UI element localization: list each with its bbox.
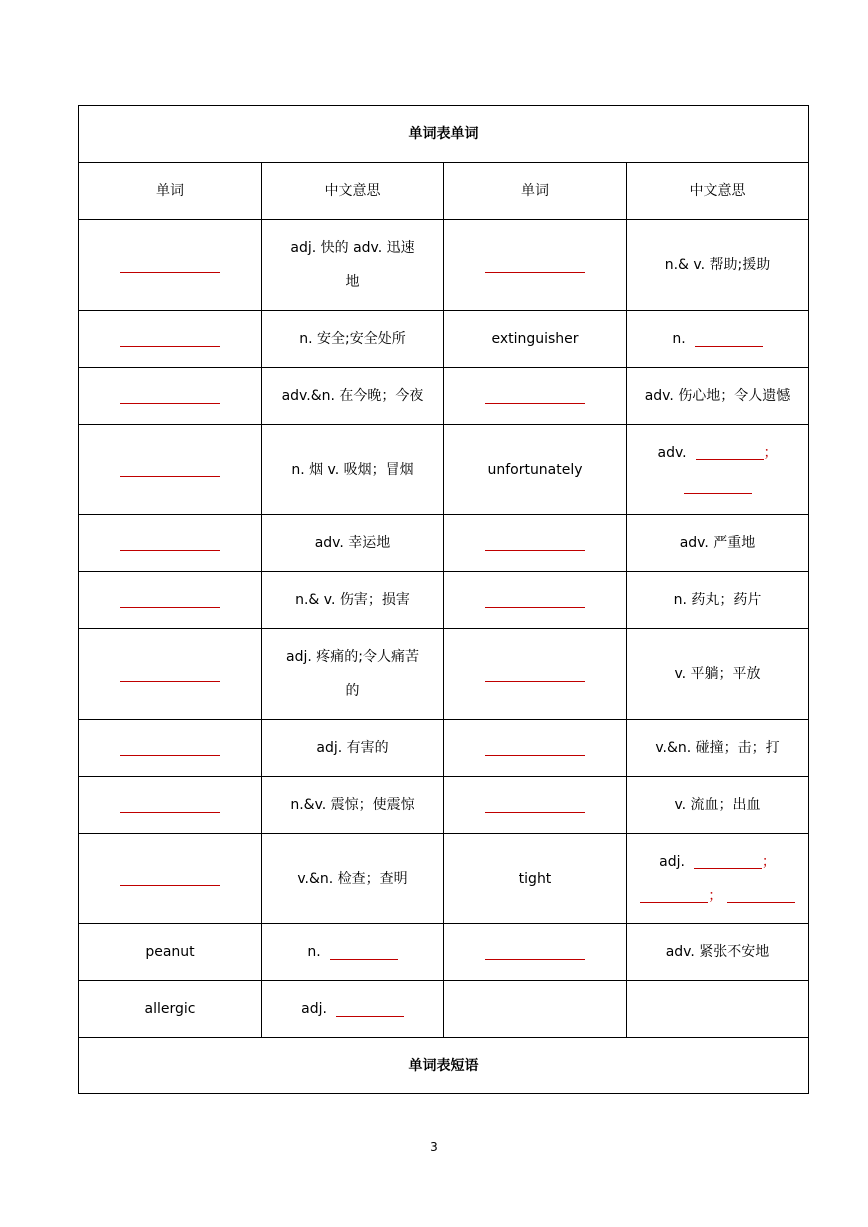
meaning-cell: adv. 幸运地 [262,515,444,572]
table-row [79,924,809,981]
meaning-cell: adj. ； ； [627,834,809,924]
word-cell: unfortunately [444,425,627,515]
word-blank[interactable] [79,834,262,924]
meaning-blank[interactable] [640,888,708,903]
word-blank[interactable] [79,572,262,629]
word-blank[interactable] [79,515,262,572]
word-blank[interactable] [444,629,627,720]
meaning-cell: v. 平躺；平放 [627,629,809,720]
word-cell: allergic [79,981,262,1038]
phrases-title: 单词表短语 [79,1038,809,1094]
vocabulary-table [78,105,809,1094]
word-blank[interactable] [79,629,262,720]
table-row [79,777,809,834]
word-cell: peanut [79,924,262,981]
meaning-blank[interactable] [336,1002,404,1017]
meaning-cell: v.&n. 碰撞；击；打 [627,720,809,777]
meaning-cell: adv.&n. 在今晚；今夜 [262,368,444,425]
table-row [79,368,809,425]
table-row [79,572,809,629]
meaning-cell: n.&v. 震惊；使震惊 [262,777,444,834]
meaning-cell: adj. 快的 adv. 迅速 地 [262,220,444,311]
meaning-cell: adv. ； [627,425,809,515]
table-row [79,425,809,515]
header-word-1: 单词 [79,163,262,220]
word-cell: extinguisher [444,311,627,368]
word-blank[interactable] [79,368,262,425]
meaning-cell: n. 药丸；药片 [627,572,809,629]
meaning-cell: n.& v. 伤害；损害 [262,572,444,629]
meaning-cell: n.& v. 帮助;援助 [627,220,809,311]
meaning-blank[interactable] [696,445,764,460]
table-row [79,311,809,368]
header-meaning-1: 中文意思 [262,163,444,220]
meaning-cell: n. 烟 v. 吸烟；冒烟 [262,425,444,515]
meaning-cell: adj. 有害的 [262,720,444,777]
page-number: 3 [430,1140,438,1154]
meaning-cell: adv. 伤心地；令人遗憾 [627,368,809,425]
meaning-cell: v. 流血；出血 [627,777,809,834]
word-blank[interactable] [444,777,627,834]
table-row [79,720,809,777]
header-meaning-2: 中文意思 [627,163,809,220]
meaning-cell: adj. [262,981,444,1038]
empty-cell [444,981,627,1038]
word-blank[interactable] [444,924,627,981]
word-blank[interactable] [79,777,262,834]
table-row [79,834,809,924]
word-blank[interactable] [444,220,627,311]
word-blank[interactable] [444,515,627,572]
word-blank[interactable] [444,720,627,777]
word-cell: tight [444,834,627,924]
header-word-2: 单词 [444,163,627,220]
word-blank[interactable] [79,720,262,777]
empty-cell [627,981,809,1038]
table-row [79,220,809,311]
word-blank[interactable] [79,311,262,368]
meaning-blank[interactable] [727,888,795,903]
word-blank[interactable] [444,572,627,629]
word-blank[interactable] [79,425,262,515]
meaning-blank[interactable] [330,945,398,960]
meaning-cell: v.&n. 检查；查明 [262,834,444,924]
meaning-blank[interactable] [695,332,763,347]
meaning-cell: n. 安全;安全处所 [262,311,444,368]
meaning-cell: adj. 疼痛的;令人痛苦 的 [262,629,444,720]
table-row [79,515,809,572]
table-row [79,629,809,720]
header-row [79,163,809,220]
table-title: 单词表单词 [79,106,809,163]
meaning-blank[interactable] [694,854,762,869]
table-row [79,981,809,1038]
word-blank[interactable] [444,368,627,425]
meaning-cell: adv. 严重地 [627,515,809,572]
meaning-cell: n. [627,311,809,368]
word-blank[interactable] [79,220,262,311]
meaning-cell: n. [262,924,444,981]
meaning-cell: adv. 紧张不安地 [627,924,809,981]
meaning-blank[interactable] [684,479,752,494]
